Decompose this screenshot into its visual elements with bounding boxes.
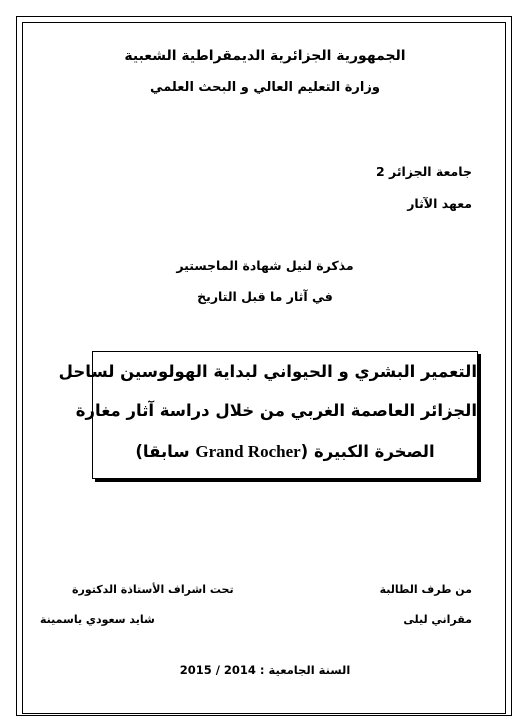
student-label: من طرف الطالبة (379, 583, 472, 596)
academic-year (0, 663, 530, 677)
thesis-title-latin-name: Grand Rocher (195, 442, 301, 461)
supervisor-label: تحت اشراف الأستاذة الدكتورة (72, 583, 234, 596)
student-name: مقراني ليلى (403, 613, 472, 626)
thesis-degree: مذكرة لنيل شهادة الماجستير (176, 258, 354, 273)
thesis-title-line-2: الجزائر العاصمة الغربي من خلال دراسة آثار مغارة (75, 401, 477, 420)
university-name: جامعة الجزائر 2 (375, 164, 472, 179)
academic-year-label: السنة الجامعية : (255, 663, 351, 677)
republic-heading: الجمهورية الجزائرية الديمقراطية الشعبية (124, 48, 406, 64)
thesis-title-line-3-suffix: سابقا) (135, 442, 196, 461)
supervisor-name: شايد سعودي ياسمينة (40, 613, 155, 626)
thesis-title-line-3-prefix: الصخرة الكبيرة ( (300, 442, 435, 461)
ministry-heading: وزارة التعليم العالي و البحث العلمي (150, 80, 380, 95)
thesis-title-line-1: التعمير البشري و الحيواني لبداية الهولوسين لساحل (58, 362, 477, 381)
thesis-title-line-3 (93, 442, 477, 462)
thesis-field: في آثار ما قبل التاريخ (197, 289, 333, 304)
institute-name: معهد الآثار (407, 196, 472, 211)
thesis-title-box (58, 351, 478, 479)
academic-year-value: 2015 / 2014 (179, 663, 256, 677)
